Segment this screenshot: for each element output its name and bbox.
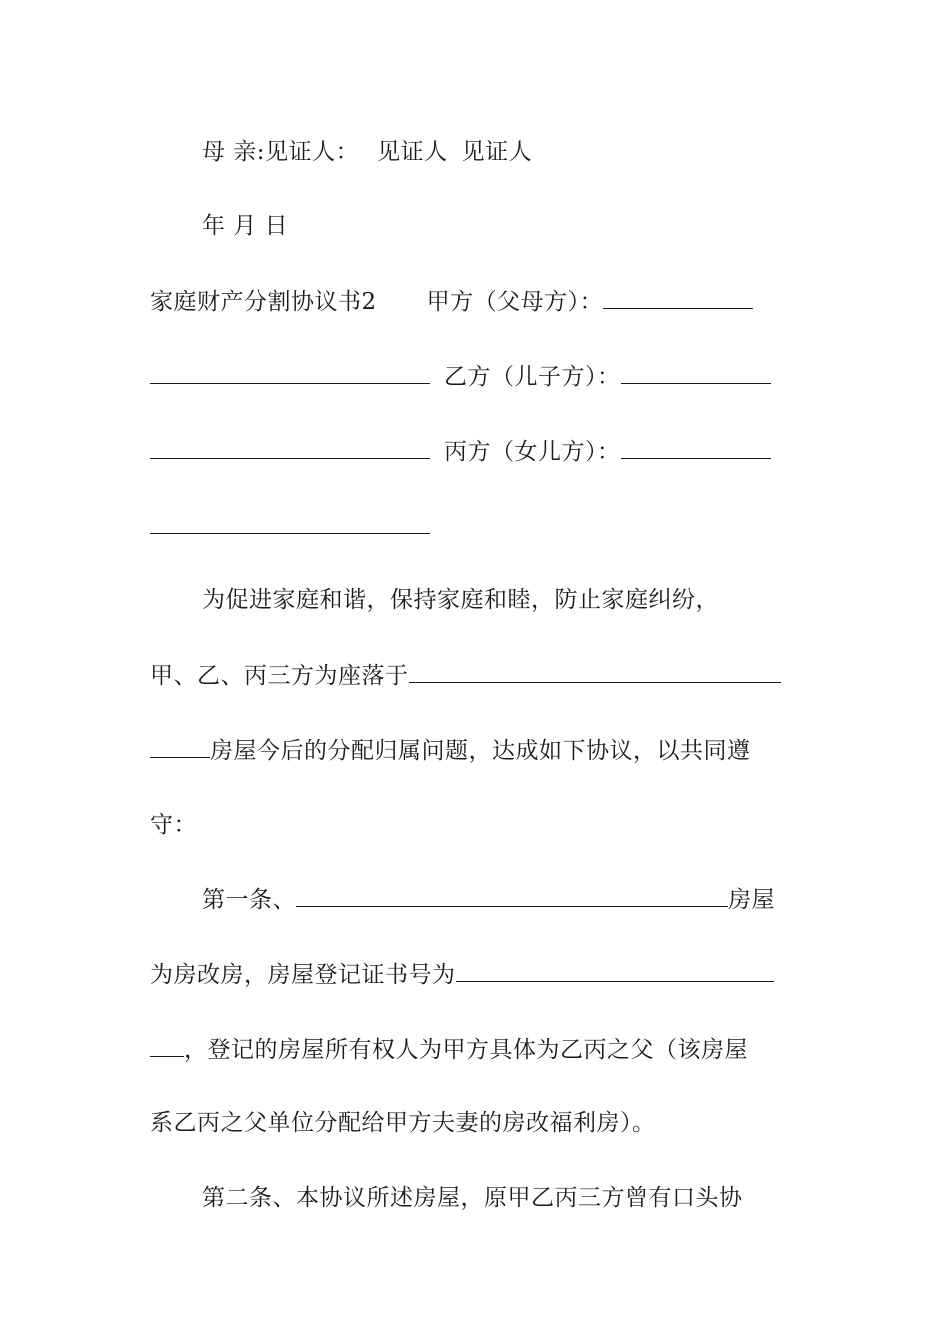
date-label: 年 月 日 (202, 213, 289, 239)
intro-line-3 (150, 735, 751, 766)
article-1-text-3: ，登记的房屋所有权人为甲方具体为乙丙之父（该房屋 (184, 1037, 748, 1063)
intro-line-1 (202, 585, 719, 615)
witness-label-3: 见证人 (461, 139, 533, 165)
party-c-label: 丙方（女儿方）： (444, 439, 621, 465)
witness-label-1: 见证人： (265, 139, 360, 165)
witness-label-2: 见证人 (377, 139, 448, 165)
article-2-text-1: 第二条、本协议所述房屋，原甲乙丙三方曾有口头协 (202, 1185, 743, 1211)
signature-line (202, 137, 532, 167)
location-blank-continued (150, 735, 210, 758)
party-b-blank (621, 361, 771, 384)
article-1-text-2: 为房改房，房屋登记证书号为 (150, 962, 456, 988)
article-1-line-4 (150, 1108, 656, 1138)
article-1-text-4: 系乙丙之父单位分配给甲方夫妻的房改福利房）。 (150, 1110, 656, 1136)
intro-text-3: 房屋今后的分配归属问题，达成如下协议，以共同遵 (210, 738, 751, 764)
location-blank (409, 660, 781, 683)
party-c-continued-line (150, 511, 430, 542)
intro-text-1: 为促进家庭和谐，保持家庭和睦，防止家庭纠纷， (202, 587, 719, 613)
article-1-line-3 (150, 1034, 748, 1065)
party-c-blank (621, 436, 771, 459)
mother-label: 母 亲: (202, 139, 266, 165)
party-a-blank (603, 286, 753, 309)
article-2-line-1 (202, 1183, 743, 1213)
party-a-label: 甲方（父母方）： (426, 289, 604, 315)
intro-line-4 (150, 810, 197, 840)
certificate-blank-continued (150, 1034, 184, 1057)
property-blank (296, 884, 728, 907)
party-b-line (150, 361, 771, 392)
party-c-blank-continued (150, 511, 430, 534)
party-a-blank-continued (150, 361, 430, 384)
article-1-suffix: 房屋 (728, 887, 775, 913)
intro-text-2: 甲、乙、丙三方为座落于 (150, 663, 409, 689)
date-line (202, 211, 288, 241)
party-b-label: 乙方（儿子方）： (444, 364, 621, 390)
intro-line-2 (150, 660, 781, 691)
title-party-a-line (150, 286, 753, 317)
certificate-blank (456, 959, 774, 982)
party-c-line (150, 436, 771, 467)
document-title: 家庭财产分割协议书2 (150, 289, 377, 315)
party-b-blank-continued (150, 436, 430, 459)
article-1-line-1 (202, 884, 775, 915)
article-1-prefix: 第一条、 (202, 887, 296, 913)
article-1-line-2 (150, 959, 774, 990)
intro-text-4: 守： (150, 812, 197, 838)
